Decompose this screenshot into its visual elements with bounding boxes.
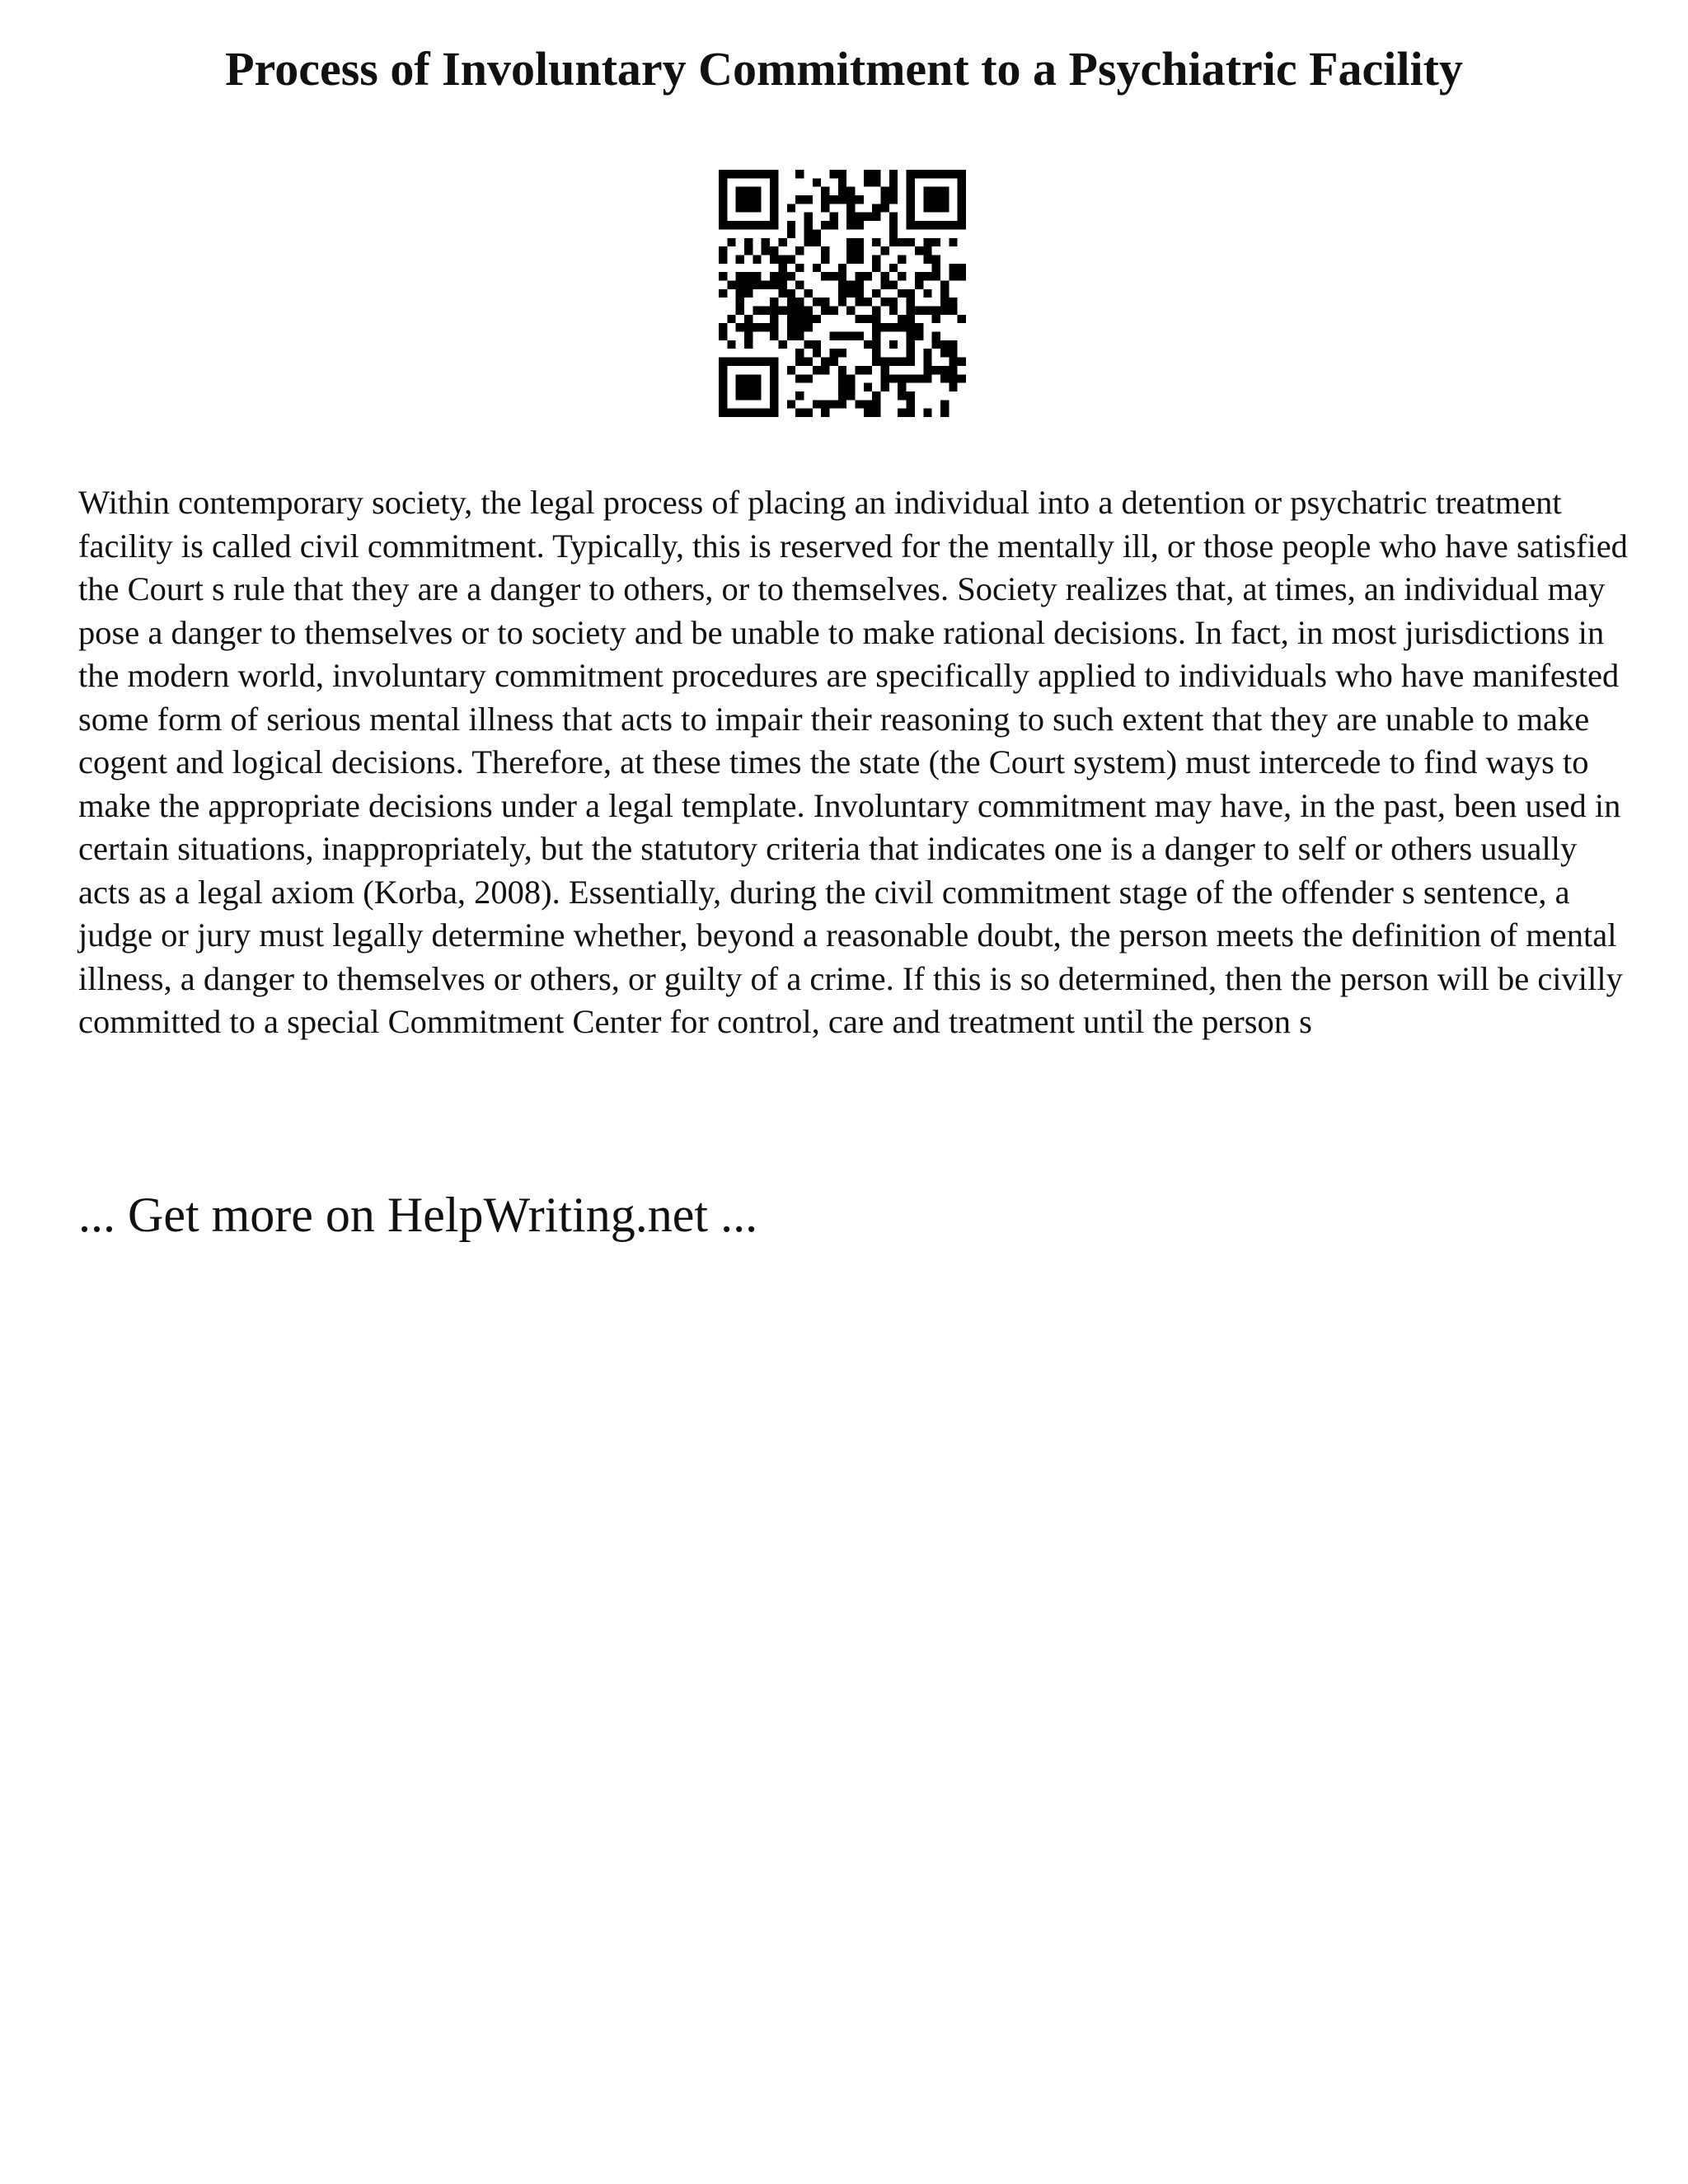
- body-paragraph: Within contemporary society, the legal process of placing an individual into a detention or psychatric treatment facility is called civil commitment. Typically, this is reserved for the mentally ill, or those people who have satisfied the Court s rule that they are a danger to others, or to themselves. Society realizes that, at times, an individual may pose a danger to themselves or to society and be unable to make rational decisions. In fact, in most jurisdictions in the modern world, involuntary commitment procedures are specifically applied to individuals who have manifested some form of serious mental illness that acts to impair their reasoning to such extent that they are unable to make cogent and logical decisions. Therefore, at these times the state (the Court system) must intercede to find ways to make the appropriate decisions under a legal template. Involuntary commitment may have, in the past, been used in certain situations, inappropriately, but the statutory criteria that indicates one is a danger to self or others usually acts as a legal axiom (Korba, 2008). Essentially, during the civil commitment stage of the offender s sentence, a judge or jury must legally determine whether, beyond a reasonable doubt, the person meets the definition of mental illness, a danger to themselves or others, or guilty of a crime. If this is so determined, then the person will be civilly committed to a special Commitment Center for control, care and treatment until the person s: [78, 484, 1628, 1040]
- qr-code-icon: [719, 170, 966, 417]
- page-title: Process of Involuntary Commitment to a Psychiatric Facility: [225, 42, 1463, 96]
- get-more-link[interactable]: ... Get more on HelpWriting.net ...: [78, 1188, 758, 1242]
